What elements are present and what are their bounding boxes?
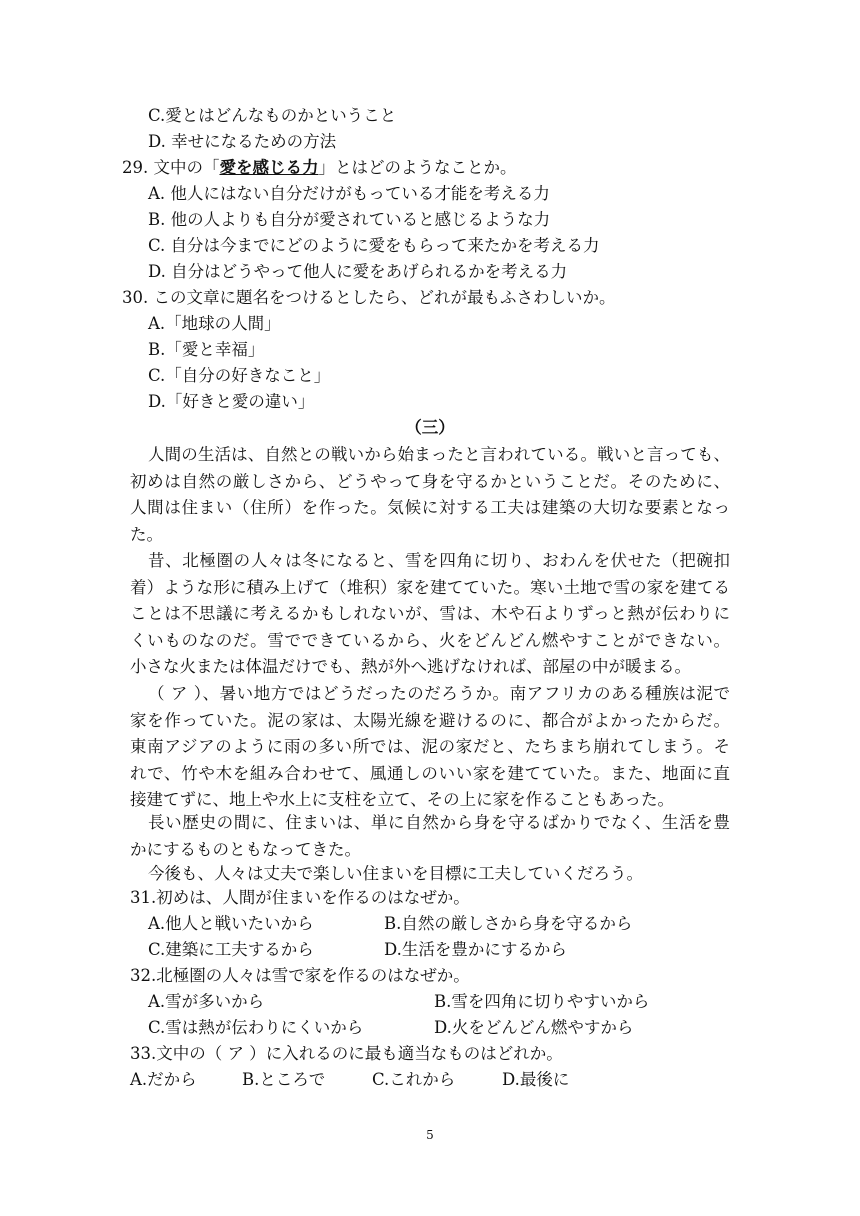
q29-stem-pre: 29. 文中の「: [122, 158, 220, 177]
q33-option-d: D.最後に: [502, 1070, 570, 1089]
passage-line: れで、竹や木を組み合わせて、風通しのいい家を建てていた。また、地面に直: [130, 763, 730, 783]
passage-line: 長い歴史の間に、住まいは、単に自然から身を守るばかりでなく、生活を豊: [148, 813, 730, 832]
q32-option-a: A.雪が多いから: [148, 992, 265, 1011]
passage-line: かにするものともなってきた。: [130, 839, 361, 859]
passage-line: 接建てずに、地上や水上に支柱を立て、その上に家を作ることもあった。: [130, 790, 675, 809]
passage-paragraph-4: [130, 810, 730, 863]
q33-option-b: B.ところで: [242, 1070, 326, 1089]
q31-option-b: B.自然の厳しさから身を守るから: [384, 914, 633, 933]
q31-stem: 31.初めは、人間が住まいを作るのはなぜか。: [130, 888, 470, 907]
passage-paragraph-1: [130, 442, 730, 548]
q31-option-a: A.他人と戦いたいから: [148, 914, 314, 933]
passage-line: 小さな火または体温だけでも、熱が外へ逃げなければ、部屋の中が暖まる。: [130, 657, 691, 676]
q33-option-a: A.だから: [130, 1070, 197, 1089]
q29-stem-emphasis: 愛を感じる力: [219, 158, 319, 177]
passage-paragraph-3: [130, 681, 730, 814]
passage-line: 人間は住まい（住所）を作った。気候に対する工夫は建築の大切な要素となっ: [130, 498, 730, 517]
passage-line: くいものなのだ。雪でできているから、火をどんどん燃やすことができない。: [130, 630, 730, 650]
q30-option-a: A.「地球の人間」: [148, 314, 281, 333]
q31-option-d: D.生活を豊かにするから: [384, 940, 567, 959]
q32-option-b: B.雪を四角に切りやすいから: [434, 992, 650, 1011]
q30-option-b: B.「愛と幸福」: [148, 340, 265, 359]
passage-line: 東南アジアのように雨の多い所では、泥の家だと、たちまち崩れてしまう。そ: [130, 737, 730, 756]
q29-stem-post: 」とはどのようなことか。: [318, 158, 517, 177]
q33-option-c: C.これから: [372, 1070, 456, 1089]
q30-option-c: C.「自分の好きなこと」: [148, 366, 331, 385]
q28-option-c: C.愛とはどんなものかということ: [148, 106, 397, 125]
q31-option-c: C.建築に工夫するから: [148, 940, 314, 959]
passage-line: 昔、北極圏の人々は冬になると、雪を四角に切り、おわんを伏せた（把碗扣: [148, 551, 730, 570]
q32-stem: 32.北極圏の人々は雪で家を作るのはなぜか。: [130, 966, 470, 985]
q29-option-b: B. 他の人よりも自分が愛されていると感じるような力: [148, 210, 551, 229]
q32-option-c: C.雪は熱が伝わりにくいから: [148, 1018, 364, 1037]
page-number: 5: [426, 1128, 434, 1142]
passage-line: 今後も、人々は丈夫で楽しい住まいを目標に工夫していくだろう。: [148, 864, 643, 883]
q29-stem: [122, 156, 517, 180]
passage-line: 初めは自然の厳しさから、どうやって身を守るかということだ。そのために、: [130, 471, 730, 491]
passage-line: 着）ような形に積み上げて（堆积）家を建てていた。寒い土地で雪の家を建てる: [130, 577, 730, 597]
section-title: （三）: [405, 418, 455, 437]
q29-option-d: D. 自分はどうやって他人に愛をあげられるかを考える力: [148, 262, 568, 281]
passage-line: 人間の生活は、自然との戦いから始まったと言われている。戦いと言っても、: [148, 445, 730, 464]
passage-line: ことは不思議に考えるかもしれないが、雪は、木や石よりずっと熱が伝わりに: [130, 604, 730, 623]
q28-option-d: D. 幸せになるための方法: [148, 132, 337, 151]
q32-option-d: D.火をどんどん燃やすから: [434, 1018, 634, 1037]
passage-paragraph-2: [130, 548, 730, 681]
passage-paragraph-5: [130, 861, 730, 888]
q29-option-c: C. 自分は今までにどのように愛をもらって来たかを考える力: [148, 236, 600, 255]
q29-option-a: A. 他人にはない自分だけがもっている才能を考える力: [148, 184, 550, 203]
q33-stem: 33.文中の（ ア ）に入れるのに最も適当なものはどれか。: [130, 1044, 563, 1063]
passage-line: （ ア ）、暑い地方ではどうだったのだろうか。南アフリカのある種族は泥で: [148, 684, 730, 703]
q30-option-d: D.「好きと愛の違い」: [148, 392, 315, 411]
passage-line: た。: [130, 524, 163, 544]
passage-line: 家を作っていた。泥の家は、太陽光線を避けるのに、都合がよかったからだ。: [130, 710, 730, 730]
q30-stem: 30. この文章に題名をつけるとしたら、どれが最もふさわしいか。: [122, 288, 616, 307]
